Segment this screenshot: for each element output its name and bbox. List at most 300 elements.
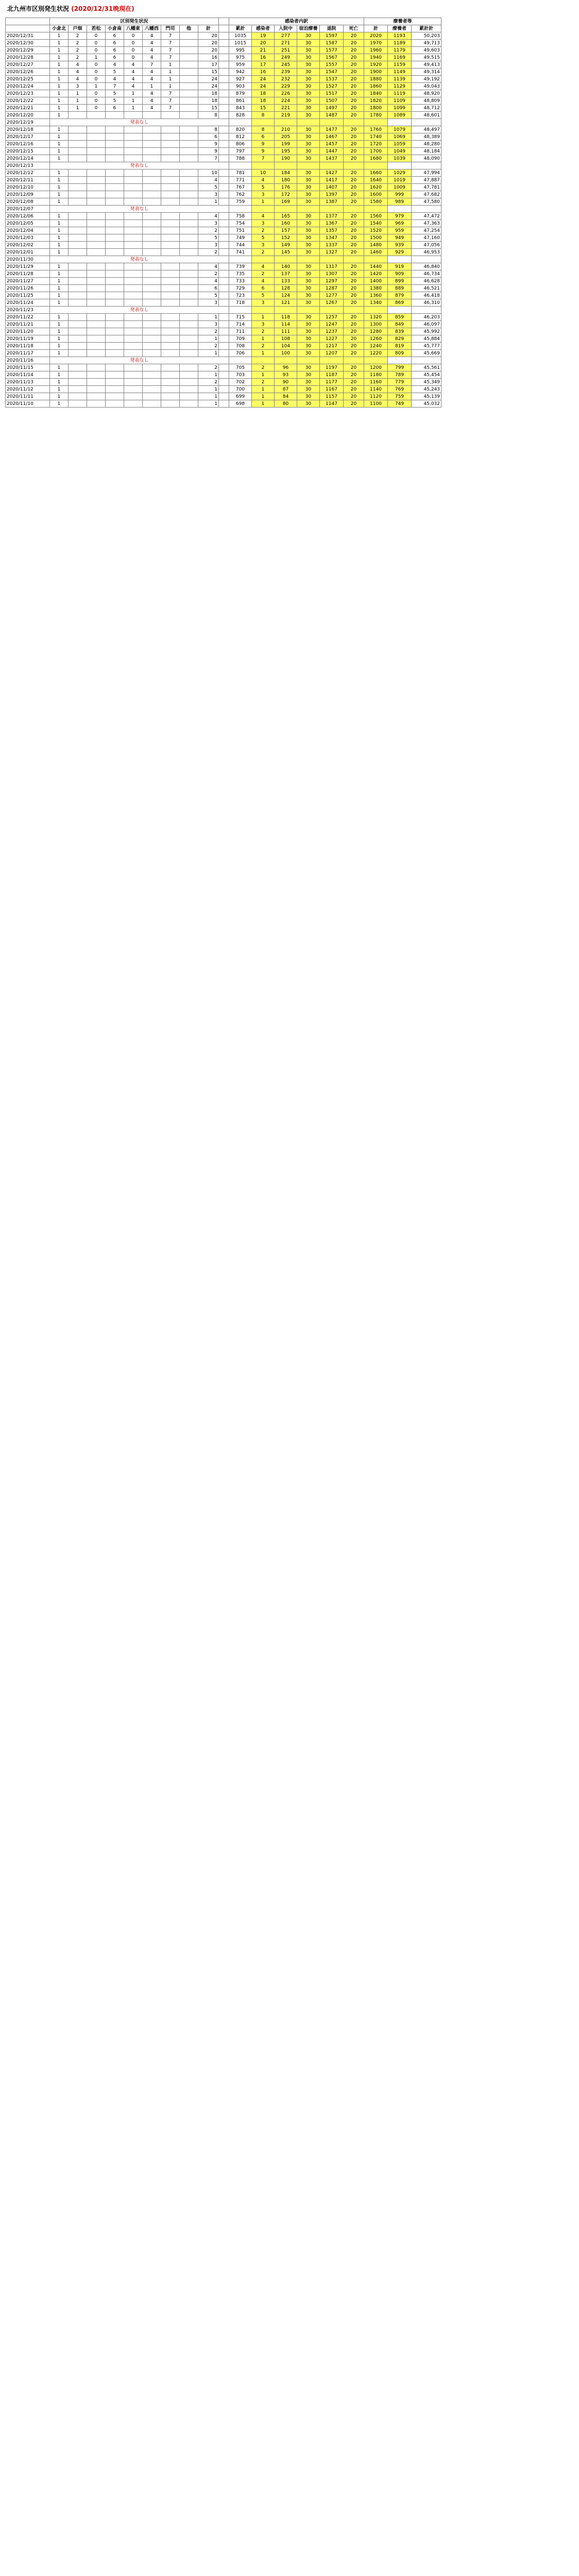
cell (143, 285, 161, 292)
cell: 30 (297, 379, 320, 386)
cell: 2 (69, 54, 87, 61)
cell: 0 (87, 105, 106, 112)
cell (344, 256, 364, 263)
cell (219, 40, 229, 47)
cell (69, 263, 87, 270)
cell (180, 112, 198, 119)
cell: 45,032 (412, 400, 441, 408)
cell: 759 (388, 393, 412, 400)
table-row (6, 371, 441, 379)
cell: 5 (252, 292, 275, 299)
cell: 2 (198, 270, 219, 278)
cell: 47,363 (412, 220, 441, 227)
table-row (6, 40, 441, 47)
table-row (6, 263, 441, 270)
cell: 15 (198, 69, 219, 76)
row-date: 2020/11/28 (6, 270, 50, 278)
cell: 118 (275, 314, 297, 321)
cell: 48,712 (412, 105, 441, 112)
table-row (6, 278, 441, 285)
cell: 1 (50, 170, 69, 177)
cell: 1700 (364, 148, 388, 155)
cell: 1157 (320, 393, 344, 400)
cell: 18 (198, 90, 219, 97)
cell: 4 (69, 76, 87, 83)
cell: 20 (344, 83, 364, 90)
cell (344, 119, 364, 126)
cell (364, 206, 388, 213)
cell: 975 (229, 54, 252, 61)
cell: 30 (297, 184, 320, 191)
cell: 1 (50, 227, 69, 234)
table-row (6, 249, 441, 256)
table-row (6, 364, 441, 371)
cell (180, 328, 198, 335)
cell: 249 (275, 54, 297, 61)
cell (124, 299, 143, 307)
cell: 718 (229, 299, 252, 307)
cell: 20 (344, 400, 364, 408)
cell: 1 (69, 105, 87, 112)
cell (124, 177, 143, 184)
cell: 1520 (364, 227, 388, 234)
cell (106, 177, 124, 184)
column-header: 門司 (161, 25, 180, 32)
cell: 899 (388, 278, 412, 285)
cell: 0 (87, 47, 106, 54)
cell (219, 69, 229, 76)
cell (143, 270, 161, 278)
cell (161, 213, 180, 220)
cell: 1149 (388, 69, 412, 76)
cell: 1407 (320, 184, 344, 191)
cell: 771 (229, 177, 252, 184)
table-row (6, 112, 441, 119)
cell: 1119 (388, 90, 412, 97)
cell (124, 184, 143, 191)
cell (87, 242, 106, 249)
cell (106, 343, 124, 350)
cell: 47,781 (412, 184, 441, 191)
column-header: 入院中 (275, 25, 297, 32)
cell: 46,310 (412, 299, 441, 307)
cell: 1420 (364, 270, 388, 278)
cell (219, 371, 229, 379)
cell (87, 350, 106, 357)
cell: 10 (252, 170, 275, 177)
cell: 48,920 (412, 90, 441, 97)
cell (124, 393, 143, 400)
row-date: 2020/11/23 (6, 307, 50, 314)
table-row (6, 234, 441, 242)
cell: 5 (198, 234, 219, 242)
cell: 2 (198, 249, 219, 256)
table-row (6, 379, 441, 386)
column-header: 退院 (320, 25, 344, 32)
cell (106, 314, 124, 321)
cell (87, 343, 106, 350)
cell (219, 234, 229, 242)
cell: 995 (229, 47, 252, 54)
cell (106, 242, 124, 249)
cell: 2 (69, 40, 87, 47)
cell (412, 162, 441, 170)
cell: 1 (161, 61, 180, 69)
cell (106, 198, 124, 206)
cell (87, 177, 106, 184)
cell (87, 299, 106, 307)
row-date: 2020/11/17 (6, 350, 50, 357)
cell: 1159 (388, 61, 412, 69)
cell: 1497 (320, 105, 344, 112)
row-date: 2020/12/03 (6, 234, 50, 242)
cell (106, 170, 124, 177)
cell: 157 (275, 227, 297, 234)
cell (297, 357, 320, 364)
cell: 128 (275, 285, 297, 292)
cell: 2 (252, 379, 275, 386)
cell (143, 371, 161, 379)
cell: 723 (229, 292, 252, 299)
cell (143, 141, 161, 148)
cell: 788 (229, 155, 252, 162)
cell: 843 (229, 105, 252, 112)
cell: 1540 (364, 220, 388, 227)
cell (219, 198, 229, 206)
cell (219, 184, 229, 191)
cell: 929 (388, 249, 412, 256)
cell: 2 (69, 47, 87, 54)
cell: 1 (50, 249, 69, 256)
cell (106, 299, 124, 307)
cell: 1 (198, 198, 219, 206)
cell: 861 (229, 97, 252, 105)
cell: 1237 (320, 328, 344, 335)
cell (364, 307, 388, 314)
cell: 30 (297, 40, 320, 47)
cell (143, 234, 161, 242)
cell (297, 162, 320, 170)
row-date: 2020/11/18 (6, 343, 50, 350)
cell: 165 (275, 213, 297, 220)
no-report-label: 発表なし (50, 162, 229, 170)
cell: 0 (124, 40, 143, 47)
row-date: 2020/11/29 (6, 263, 50, 270)
cell: 4 (69, 69, 87, 76)
cell (412, 206, 441, 213)
cell: 30 (297, 400, 320, 408)
row-date: 2020/12/29 (6, 47, 50, 54)
cell: 708 (229, 343, 252, 350)
cell (219, 292, 229, 299)
cell: 7 (161, 105, 180, 112)
cell: 20 (344, 97, 364, 105)
cell: 3 (252, 242, 275, 249)
cell (180, 263, 198, 270)
cell (143, 220, 161, 227)
cell: 1760 (364, 126, 388, 133)
no-report-label: 発表なし (50, 256, 229, 263)
cell: 1 (50, 184, 69, 191)
cell: 0 (87, 69, 106, 76)
cell (124, 148, 143, 155)
row-date: 2020/11/27 (6, 278, 50, 285)
cell (143, 364, 161, 371)
cell (124, 285, 143, 292)
cell: 1 (50, 133, 69, 141)
cell: 4 (143, 90, 161, 97)
cell: 1920 (364, 61, 388, 69)
cell (161, 328, 180, 335)
cell (180, 32, 198, 40)
cell: 20 (344, 141, 364, 148)
cell: 160 (275, 220, 297, 227)
cell (344, 307, 364, 314)
cell (69, 220, 87, 227)
row-date: 2020/11/25 (6, 292, 50, 299)
table-row (6, 285, 441, 292)
cell: 3 (69, 83, 87, 90)
cell: 1039 (388, 155, 412, 162)
cell: 245 (275, 61, 297, 69)
cell: 1367 (320, 220, 344, 227)
cell: 703 (229, 371, 252, 379)
cell: 1 (50, 270, 69, 278)
cell: 30 (297, 234, 320, 242)
cell: 16 (252, 54, 275, 61)
table-row (6, 386, 441, 393)
cell: 1217 (320, 343, 344, 350)
cell: 1227 (320, 335, 344, 343)
cell: 114 (275, 321, 297, 328)
cell: 1400 (364, 278, 388, 285)
cell (388, 256, 412, 263)
table-row (6, 198, 441, 206)
cell (124, 242, 143, 249)
cell (106, 364, 124, 371)
cell: 1500 (364, 234, 388, 242)
cell: 1 (69, 90, 87, 97)
cell: 2 (252, 328, 275, 335)
cell (180, 321, 198, 328)
cell: 969 (388, 220, 412, 227)
cell: 1900 (364, 69, 388, 76)
cell: 1360 (364, 292, 388, 299)
cell: 9 (198, 148, 219, 155)
cell: 121 (275, 299, 297, 307)
row-date: 2020/12/30 (6, 40, 50, 47)
cell: 2 (198, 328, 219, 335)
cell: 49,713 (412, 40, 441, 47)
cell (161, 184, 180, 191)
cell (161, 263, 180, 270)
cell: 1 (50, 126, 69, 133)
cell (69, 184, 87, 191)
cell: 1640 (364, 177, 388, 184)
cell: 8 (252, 126, 275, 133)
cell (124, 170, 143, 177)
page-title (7, 4, 134, 15)
cell (124, 112, 143, 119)
cell (87, 292, 106, 299)
cell (219, 97, 229, 105)
cell: 1480 (364, 242, 388, 249)
cell: 714 (229, 321, 252, 328)
cell: 47,682 (412, 191, 441, 198)
cell: 47,580 (412, 198, 441, 206)
cell (219, 126, 229, 133)
cell (219, 76, 229, 83)
row-date: 2020/11/12 (6, 386, 50, 393)
cell: 49,314 (412, 69, 441, 76)
cell: 45,139 (412, 393, 441, 400)
cell (143, 335, 161, 343)
cell: 1597 (320, 32, 344, 40)
cell (180, 220, 198, 227)
cell: 224 (275, 97, 297, 105)
cell (219, 328, 229, 335)
column-header: 宿泊療養 (297, 25, 320, 32)
row-date: 2020/11/15 (6, 364, 50, 371)
cell (124, 155, 143, 162)
cell (87, 335, 106, 343)
cell (69, 328, 87, 335)
cell: 140 (275, 263, 297, 270)
cell: 839 (388, 328, 412, 335)
table-row (6, 393, 441, 400)
cell: 30 (297, 328, 320, 335)
cell (252, 307, 275, 314)
cell: 1 (50, 97, 69, 105)
cell (229, 162, 252, 170)
cell: 239 (275, 69, 297, 76)
cell: 30 (297, 83, 320, 90)
cell (143, 227, 161, 234)
cell: 705 (229, 364, 252, 371)
cell: 48,809 (412, 97, 441, 105)
cell (143, 343, 161, 350)
cell: 1220 (364, 350, 388, 357)
group-header-hospital: 療養者等 (364, 18, 441, 25)
row-date: 2020/12/17 (6, 133, 50, 141)
cell: 739 (229, 263, 252, 270)
row-date: 2020/12/24 (6, 83, 50, 90)
cell: 828 (229, 112, 252, 119)
cell (69, 350, 87, 357)
cell: 30 (297, 61, 320, 69)
row-date: 2020/12/10 (6, 184, 50, 191)
cell: 1 (50, 335, 69, 343)
cell: 1560 (364, 213, 388, 220)
cell: 45,454 (412, 371, 441, 379)
cell (320, 357, 344, 364)
cell: 1 (50, 220, 69, 227)
column-header: 戸畑 (69, 25, 87, 32)
cell: 176 (275, 184, 297, 191)
cell: 1357 (320, 227, 344, 234)
cell: 1247 (320, 321, 344, 328)
cell (180, 126, 198, 133)
cell (161, 198, 180, 206)
cell: 9 (198, 141, 219, 148)
cell: 1147 (320, 400, 344, 408)
cell: 1547 (320, 69, 344, 76)
cell (69, 148, 87, 155)
cell: 744 (229, 242, 252, 249)
cell: 180 (275, 177, 297, 184)
cell: 46,203 (412, 314, 441, 321)
cell: 205 (275, 133, 297, 141)
cell: 20 (344, 170, 364, 177)
cell (106, 285, 124, 292)
cell: 18 (252, 90, 275, 97)
cell (219, 191, 229, 198)
cell (106, 220, 124, 227)
cell (180, 177, 198, 184)
cell: 4 (198, 177, 219, 184)
cell: 93 (275, 371, 297, 379)
cell (219, 213, 229, 220)
cell: 271 (275, 40, 297, 47)
cell (219, 220, 229, 227)
cell (87, 227, 106, 234)
cell: 1427 (320, 170, 344, 177)
cell (106, 263, 124, 270)
cell (124, 263, 143, 270)
cell: 1840 (364, 90, 388, 97)
cell: 1337 (320, 242, 344, 249)
cell (124, 335, 143, 343)
cell: 849 (388, 321, 412, 328)
cell (124, 213, 143, 220)
cell (219, 133, 229, 141)
cell (161, 220, 180, 227)
cell: 20 (344, 292, 364, 299)
cell: 1660 (364, 170, 388, 177)
cell: 30 (297, 350, 320, 357)
cell: 4 (198, 263, 219, 270)
cell (180, 278, 198, 285)
cell (143, 379, 161, 386)
cell: 47,056 (412, 242, 441, 249)
cell (124, 278, 143, 285)
cell: 1059 (388, 141, 412, 148)
cell: 1009 (388, 184, 412, 191)
cell (180, 141, 198, 148)
cell: 1 (50, 393, 69, 400)
cell: 1 (124, 90, 143, 97)
cell (87, 213, 106, 220)
cell: 7 (106, 83, 124, 90)
cell (143, 278, 161, 285)
cell (106, 126, 124, 133)
cell: 20 (344, 350, 364, 357)
column-header: 計 (198, 25, 219, 32)
cell: 30 (297, 242, 320, 249)
cell: 30 (297, 54, 320, 61)
cell: 1317 (320, 263, 344, 270)
title-subtitle: (2020/12/31晩現在) (71, 5, 134, 12)
cell: 2 (198, 227, 219, 234)
cell: 1 (50, 400, 69, 408)
cell (124, 400, 143, 408)
cell: 8 (198, 112, 219, 119)
cell: 1 (50, 198, 69, 206)
cell: 15 (252, 105, 275, 112)
cell: 17 (252, 61, 275, 69)
cell (124, 321, 143, 328)
cell (87, 400, 106, 408)
